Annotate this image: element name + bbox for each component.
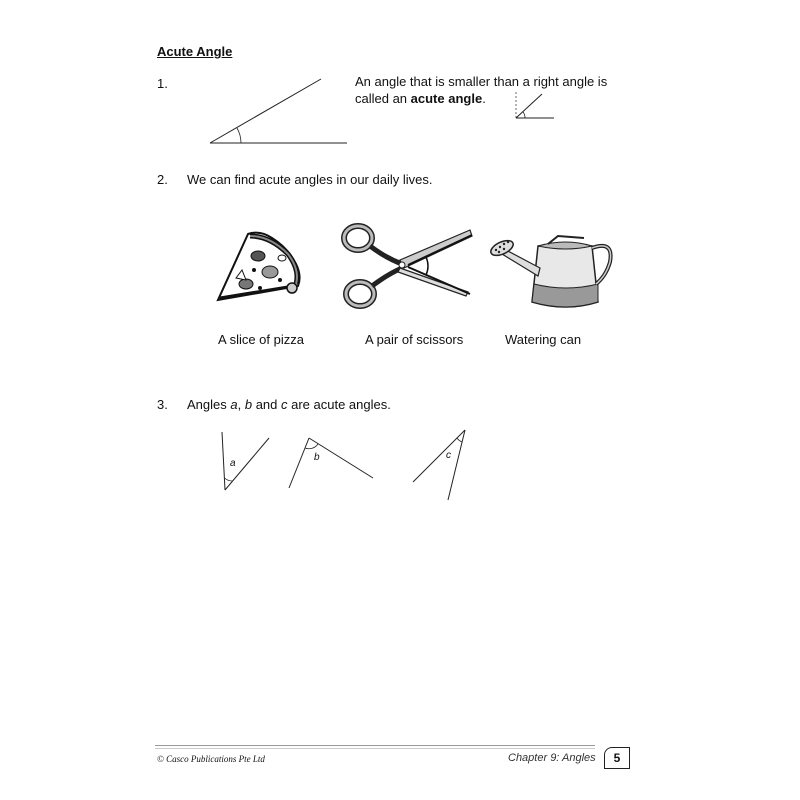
angle-a-diagram <box>218 430 274 494</box>
caption-watering-can: Watering can <box>505 332 582 347</box>
watering-can-icon <box>488 232 612 314</box>
definition-text: An angle that is smaller than a right angle is called an <box>355 74 608 106</box>
footer-divider <box>155 745 595 746</box>
var-c: c <box>281 397 288 412</box>
small-acute-angle-icon <box>512 88 557 122</box>
item-3-number: 3. <box>157 397 168 412</box>
item-3-sep2: and <box>252 397 281 412</box>
acute-angle-diagram <box>205 76 355 148</box>
item-1-number: 1. <box>157 76 168 91</box>
item-3-text-pre: Angles <box>187 397 231 412</box>
angle-c-label: c <box>446 450 451 461</box>
var-a: a <box>230 397 238 412</box>
item-2-number: 2. <box>157 172 168 187</box>
footer-divider-secondary <box>155 748 595 749</box>
definition-term: acute angle <box>410 91 483 106</box>
caption-scissors: A pair of scissors <box>365 332 464 347</box>
item-3-text <box>187 396 391 413</box>
item-2-text: We can find acute angles in our daily lives. <box>187 172 433 187</box>
section-title: Acute Angle <box>157 44 233 59</box>
scissors-icon <box>338 218 478 310</box>
angle-b-diagram <box>285 434 377 492</box>
caption-pizza: A slice of pizza <box>218 332 304 347</box>
acute-angle-definition <box>355 73 615 107</box>
definition-end: . <box>482 91 486 106</box>
pizza-slice-icon <box>210 228 310 306</box>
item-3-sep1: , <box>237 397 245 412</box>
angle-a-label: a <box>230 458 236 469</box>
copyright-text: © Casco Publications Pte Ltd <box>157 754 265 764</box>
chapter-label: Chapter 9: Angles <box>508 752 596 764</box>
angle-b-label: b <box>314 452 320 463</box>
item-3-text-post: are acute angles. <box>287 397 391 412</box>
angle-c-diagram <box>410 428 470 504</box>
page-number: 5 <box>604 747 630 769</box>
var-b: b <box>244 397 253 412</box>
